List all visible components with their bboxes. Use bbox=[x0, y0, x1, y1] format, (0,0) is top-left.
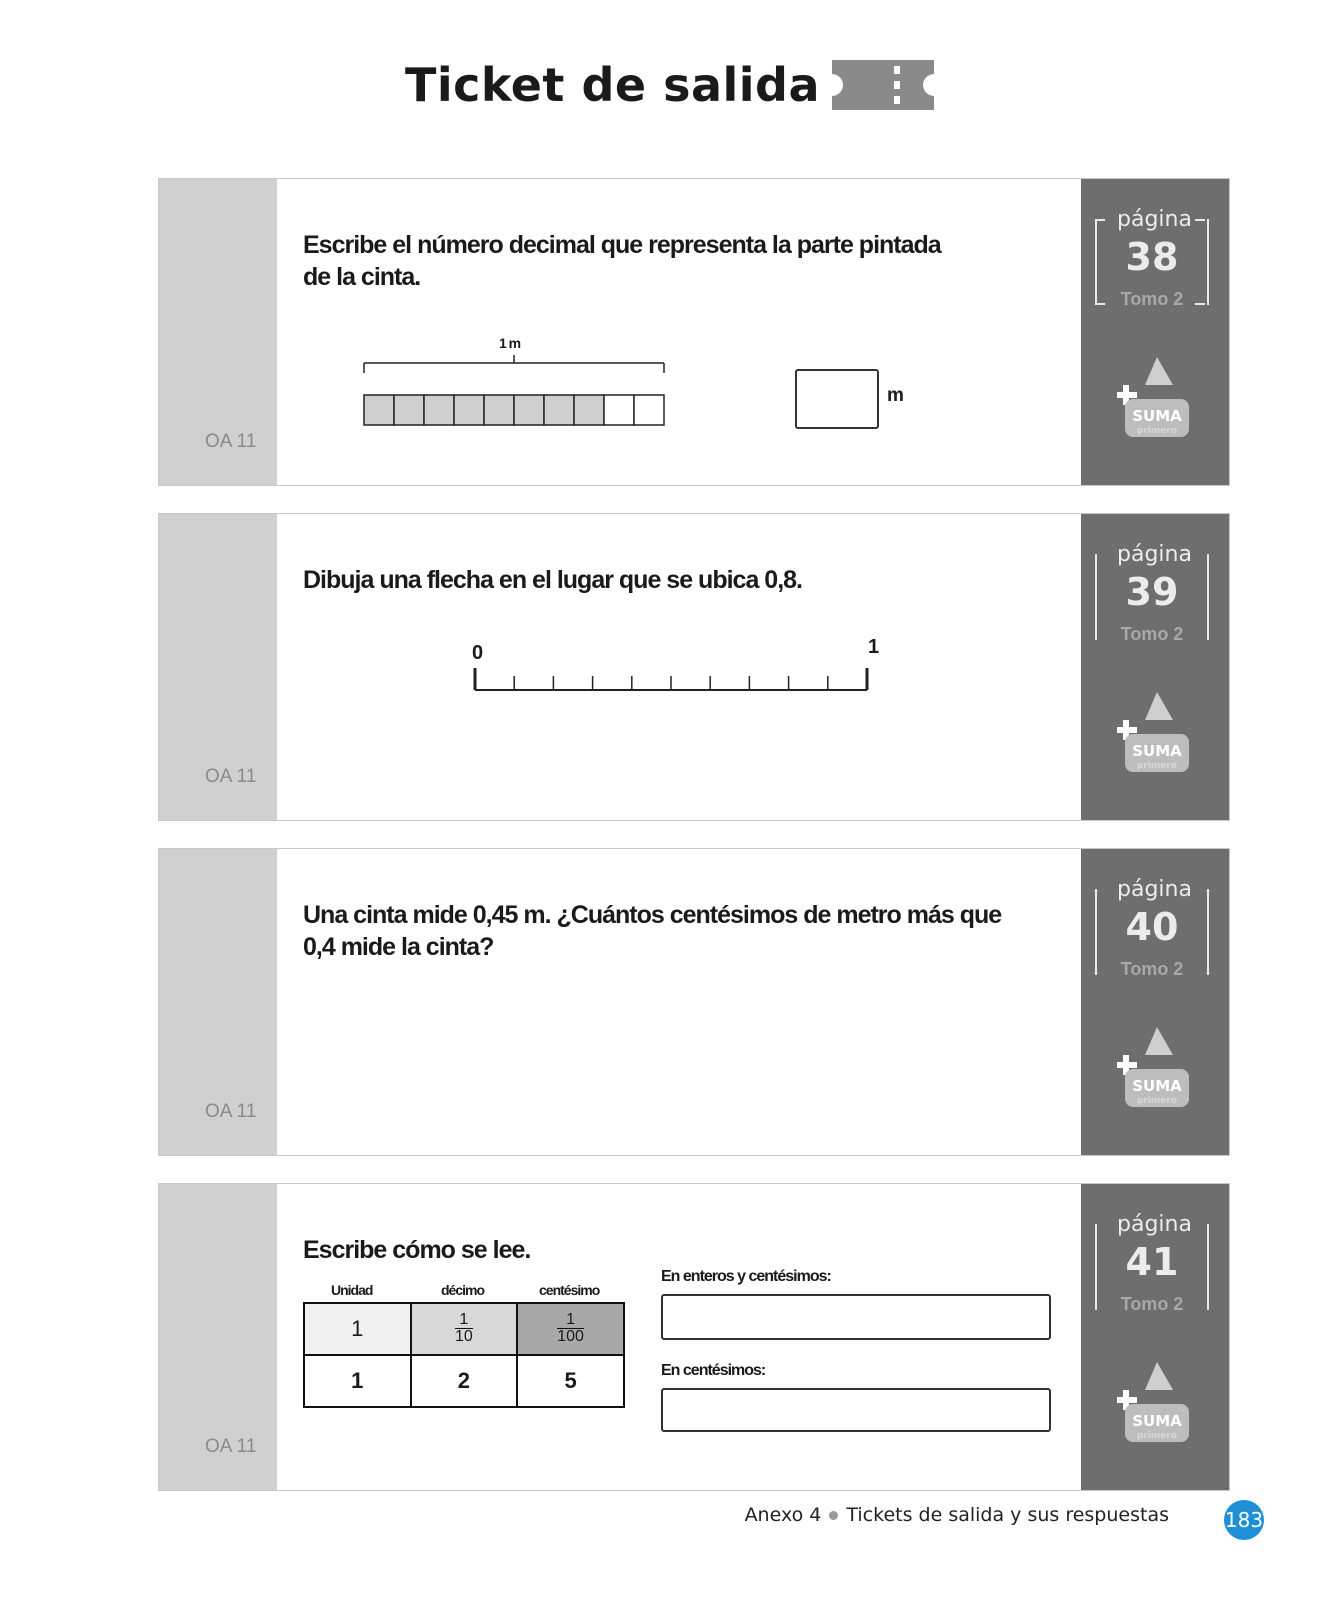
svg-text:SUMA: SUMA bbox=[1132, 742, 1182, 760]
bullet-icon bbox=[829, 1511, 838, 1520]
ticket-card-4 bbox=[158, 1183, 1230, 1491]
oa-label: OA 11 bbox=[205, 431, 257, 452]
table-cell bbox=[517, 1303, 624, 1355]
answer-field-enteros[interactable] bbox=[661, 1294, 1051, 1340]
ticket-right-strip bbox=[1081, 849, 1229, 1155]
place-value-table bbox=[303, 1302, 625, 1408]
oa-label: OA 11 bbox=[205, 766, 257, 787]
tape-diagram bbox=[363, 351, 665, 431]
question-line: Escribe el número decimal que representa la parte pintada bbox=[303, 231, 941, 259]
question-text bbox=[303, 899, 1001, 963]
footer bbox=[745, 1504, 1169, 1526]
number-line-start: 0 bbox=[472, 642, 483, 664]
svg-text:primero: primero bbox=[1136, 1096, 1178, 1106]
page-number-badge: 183 bbox=[1224, 1500, 1264, 1540]
question-text: Escribe cómo se lee. bbox=[303, 1236, 531, 1264]
ticket-card-2 bbox=[158, 513, 1230, 821]
question-text: Dibuja una flecha en el lugar que se ubica 0,8. bbox=[303, 566, 802, 594]
tape-cell-shaded bbox=[424, 395, 454, 425]
question-line: de la cinta. bbox=[303, 263, 421, 291]
ticket-card-1 bbox=[158, 178, 1230, 486]
number-line bbox=[473, 664, 873, 696]
page-title: Ticket de salida bbox=[404, 58, 821, 112]
tape-cell-shaded bbox=[364, 395, 394, 425]
svg-text:SUMA: SUMA bbox=[1132, 407, 1182, 425]
footer-section: Tickets de salida y sus respuestas bbox=[846, 1504, 1169, 1526]
tomo-label: Tomo 2 bbox=[1117, 1294, 1187, 1315]
fraction: $\frac{1}{10}$ bbox=[454, 1310, 473, 1345]
oa-label: OA 11 bbox=[205, 1436, 257, 1457]
tape-cell-shaded bbox=[394, 395, 424, 425]
ticket-card-3 bbox=[158, 848, 1230, 1156]
table-cell: 1 bbox=[304, 1303, 411, 1355]
table-cell: 1 bbox=[304, 1355, 411, 1407]
page-title-row bbox=[0, 58, 1339, 112]
tape-cell-shaded bbox=[574, 395, 604, 425]
suma-logo-icon bbox=[1117, 1360, 1191, 1446]
svg-text:SUMA: SUMA bbox=[1132, 1077, 1182, 1095]
svg-text:primero: primero bbox=[1136, 1431, 1178, 1441]
page-number: 40 bbox=[1125, 905, 1179, 949]
question-line: 0,4 mide la cinta? bbox=[303, 933, 494, 961]
page-label: página bbox=[1117, 877, 1192, 902]
ticket-icon bbox=[832, 60, 934, 110]
col-header-centesimo: centésimo bbox=[539, 1282, 600, 1298]
footer-annex: Anexo 4 bbox=[744, 1504, 822, 1526]
tape-cell-shaded bbox=[544, 395, 574, 425]
answer-label-enteros: En enteros y centésimos: bbox=[661, 1268, 831, 1285]
unit-label: m bbox=[887, 385, 903, 406]
svg-text:primero: primero bbox=[1136, 426, 1178, 436]
ticket-right-strip bbox=[1081, 179, 1229, 485]
question-text bbox=[303, 229, 941, 293]
tape-cell-shaded bbox=[514, 395, 544, 425]
page-reference bbox=[1095, 207, 1207, 309]
col-header-unidad: Unidad bbox=[331, 1282, 373, 1298]
col-header-decimo: décimo bbox=[441, 1282, 485, 1298]
ticket-right-strip bbox=[1081, 514, 1229, 820]
page-reference bbox=[1095, 542, 1207, 644]
suma-logo-icon bbox=[1117, 1025, 1191, 1111]
page-number: 41 bbox=[1125, 1240, 1179, 1284]
ticket-right-strip bbox=[1081, 1184, 1229, 1490]
page-label: página bbox=[1117, 1212, 1192, 1237]
table-cell: 5 bbox=[517, 1355, 624, 1407]
table-cell bbox=[411, 1303, 518, 1355]
number-line-end: 1 bbox=[868, 636, 879, 658]
answer-box[interactable] bbox=[795, 369, 879, 429]
page-label: página bbox=[1117, 207, 1192, 232]
tape-cell-shaded bbox=[454, 395, 484, 425]
tomo-label: Tomo 2 bbox=[1117, 624, 1187, 645]
svg-text:primero: primero bbox=[1136, 761, 1178, 771]
suma-logo-icon bbox=[1117, 355, 1191, 441]
tomo-label: Tomo 2 bbox=[1117, 289, 1187, 310]
page-number: 38 bbox=[1125, 235, 1179, 279]
tape-cell-empty bbox=[604, 395, 634, 425]
table-cell: 2 bbox=[411, 1355, 518, 1407]
suma-logo-icon bbox=[1117, 690, 1191, 776]
page-reference bbox=[1095, 877, 1207, 979]
svg-text:SUMA: SUMA bbox=[1132, 1412, 1182, 1430]
page-label: página bbox=[1117, 542, 1192, 567]
answer-field-centesimos[interactable] bbox=[661, 1388, 1051, 1432]
question-line: Una cinta mide 0,45 m. ¿Cuántos centésimos de metro más que bbox=[303, 901, 1002, 929]
oa-label: OA 11 bbox=[205, 1101, 257, 1122]
tape-cell-shaded bbox=[484, 395, 514, 425]
tomo-label: Tomo 2 bbox=[1117, 959, 1187, 980]
fraction: $\frac{1}{100}$ bbox=[557, 1310, 584, 1345]
page-reference bbox=[1095, 1212, 1207, 1314]
tape-length-label: 1 m bbox=[499, 335, 521, 351]
tape-cell-empty bbox=[634, 395, 664, 425]
answer-label-centesimos: En centésimos: bbox=[661, 1362, 766, 1379]
page-number: 39 bbox=[1125, 570, 1179, 614]
